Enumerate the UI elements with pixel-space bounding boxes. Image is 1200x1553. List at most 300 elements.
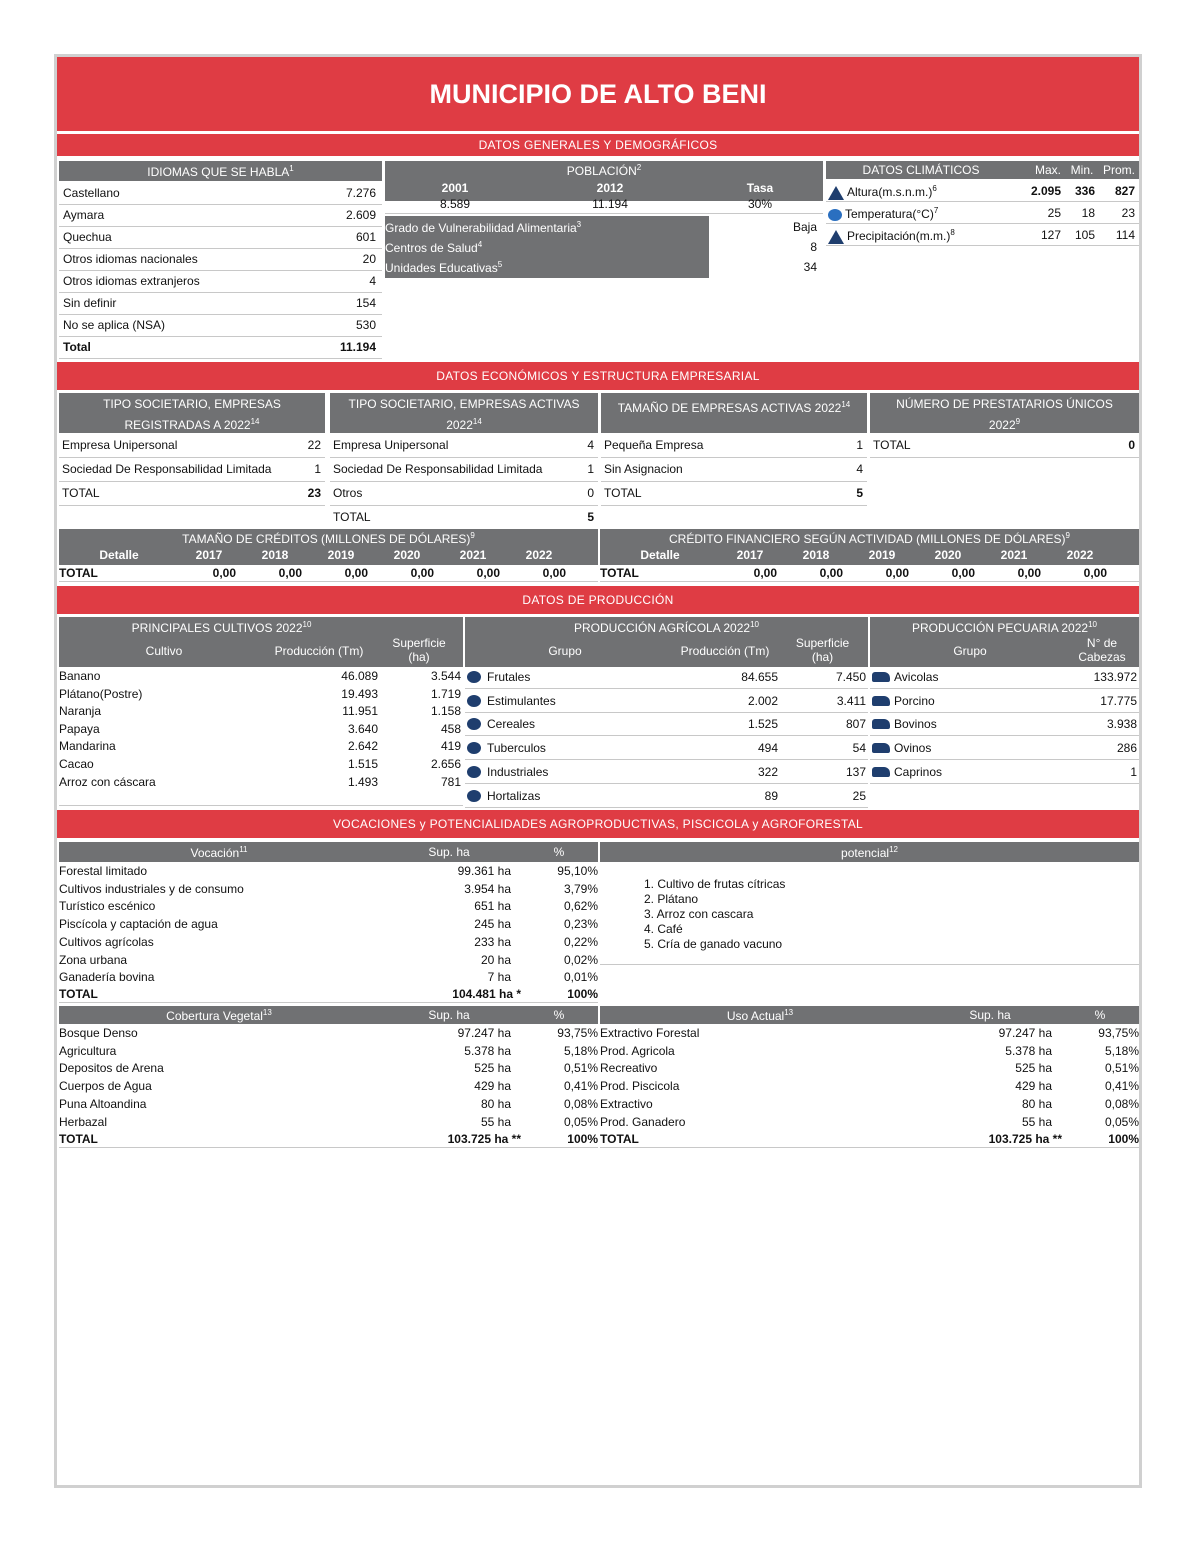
idioma-label: Aymara [63,208,105,222]
uso-col-sup: Sup. ha [969,1008,1011,1022]
economia-value: 4 [587,438,594,452]
idiomas-row [59,227,382,249]
vocacion-header [59,842,598,862]
economia-col3-header-label: TAMAÑO DE EMPRESAS ACTIVAS 2022 [617,401,842,415]
vocacion-total-label: TOTAL [59,987,98,1001]
goat-icon [872,767,890,777]
cobertura-sup: 429 ha [474,1079,511,1094]
cobertura-header-title-label: Cobertura Vegetal [166,1009,263,1023]
clima-label: Temperatura(°C) [845,207,934,221]
cobertura-sup: 525 ha [474,1061,511,1076]
clima-sup: 8 [950,228,955,237]
clima-min: 105 [1074,228,1095,242]
idiomas-header-sup: 1 [289,164,294,173]
cobertura-row [59,1043,598,1060]
economia-value: 1 [314,462,321,476]
clima-max: 127 [1040,228,1061,242]
mountain-icon [828,186,844,200]
idioma-label: Otros idiomas nacionales [63,252,198,266]
creditos-col-year: 2018 [261,548,289,562]
cobertura-header-title-sup: 13 [262,1008,272,1017]
idiomas-row [59,293,382,315]
cobertura-sup: 97.247 ha [457,1026,511,1040]
creditos-total-value: 0,00 [819,566,843,580]
cultivo-produccion: 46.089 [341,669,378,683]
creditos-left-header-title [59,531,598,546]
vocacion-pct: 0,62% [563,899,598,914]
cobertura-label: Agricultura [59,1043,117,1058]
potencial-item-text: 4. Café [644,922,683,936]
uso-label: Extractivo Forestal [600,1026,700,1040]
pecuaria-cabezas: 3.938 [1106,717,1137,732]
uso-header-title-label: Uso Actual [726,1009,785,1023]
cobertura-pct: 0,05% [563,1114,598,1129]
pecuaria-header-title-label: PRODUCCIÓN PECUARIA 2022 [912,621,1089,635]
indicador-row [385,218,709,236]
cobertura-header [59,1006,598,1024]
pecuaria-cabezas: 286 [1116,741,1137,756]
cobertura-row [59,1025,598,1042]
uso-row [600,1060,1139,1077]
vocacion-row [59,863,598,880]
uso-row [600,1078,1139,1095]
cobertura-col-sup: Sup. ha [428,1008,470,1022]
idiomas-header-label: IDIOMAS QUE SE HABLA [147,165,290,179]
cultivo-superficie: 1.158 [430,704,461,719]
cultivo-row [59,774,463,791]
uso-pct: 0,51% [1104,1061,1139,1076]
creditos-total-value: 0,00 [344,566,368,580]
agricola-produccion: 89 [764,788,778,803]
agricola-row [465,666,868,689]
creditos-col-year: 2019 [868,548,896,562]
idiomas-row [59,249,382,271]
vocacion-label: Forestal limitado [59,864,148,878]
vocacion-row [59,916,598,933]
agricola-produccion: 494 [757,741,778,756]
agricola-label: Frutales [487,670,531,684]
potencial-header-title [600,845,1139,860]
indicador-label: Centros de Salud [385,241,478,255]
poblacion-col-2001: 2001 [441,181,469,195]
economia-label: Empresa Unipersonal [333,438,449,452]
agricola-produccion: 322 [757,764,778,779]
clima-sup: 6 [932,184,937,193]
economia-label: Sociedad De Responsabilidad Limitada [62,462,272,476]
economia-row [59,434,325,458]
fruit-icon [467,671,481,683]
economia-total-row [330,506,598,530]
potencial-item [644,922,1044,937]
vocacion-row [59,969,598,986]
clima-min: 336 [1074,184,1095,198]
pecuaria-header-title [870,620,1139,635]
economia-col3-header-text [611,396,857,417]
idiomas-row [59,205,382,227]
creditos-col-year: 2017 [736,548,764,562]
vocacion-label: Cultivos agrícolas [59,934,154,949]
agricola-superficie: 54 [852,741,866,756]
idioma-value: 601 [355,230,376,244]
cobertura-sup: 5.378 ha [464,1043,511,1058]
section-band-vocaciones: VOCACIONES y POTENCIALIDADES AGROPRODUCTIVAS, PISCICOLA y AGROFORESTAL [57,810,1139,838]
vocacion-sup: 3.954 ha [464,881,511,896]
indicador-value: 34 [803,260,817,274]
economia-row [601,458,867,482]
economia-col1-header [59,393,325,433]
economia-value: 1 [587,462,594,476]
cultivos-col-superficie: Superficie (ha) [392,636,446,664]
cultivos-header-title-sup: 10 [302,620,312,629]
cobertura-pct: 5,18% [563,1043,598,1058]
clima-prom: 114 [1115,228,1135,242]
cow-icon [872,719,890,729]
vocacion-total-pct: 100% [567,987,598,1001]
pig-icon [872,696,890,706]
potencial-header-title-sup: 12 [889,845,898,854]
agricola-superficie: 3.411 [836,693,866,708]
economia-row [59,458,325,482]
clima-label-wrap [828,228,955,244]
creditos-total-label: TOTAL [600,566,639,580]
cultivo-superficie: 1.719 [430,686,461,701]
economia-total-value: 5 [587,510,594,524]
clima-max: 2.095 [1030,184,1061,198]
creditos-col-year: 2018 [802,548,830,562]
agricola-row [465,690,868,713]
creditos-col-year: 2020 [393,548,421,562]
cultivo-produccion: 2.642 [347,739,378,754]
potencial-item-text: 2. Plátano [644,892,699,906]
vocacion-header-title [139,845,299,860]
economia-total-value: 0 [1128,438,1135,452]
agricola-col-produccion: Producción (Tm) [680,644,770,658]
economia-label: Sociedad De Responsabilidad Limitada [333,462,543,476]
vocacion-label: Ganadería bovina [59,970,155,985]
uso-sup: 429 ha [1015,1079,1052,1094]
clima-prom: 23 [1121,206,1135,220]
vocacion-pct: 0,23% [563,917,598,932]
poblacion-header-sup: 2 [636,163,642,172]
clima-min: 18 [1081,206,1095,220]
cobertura-sup: 55 ha [480,1114,511,1129]
vocacion-pct: 0,02% [563,952,598,967]
economia-col4-header-text [880,396,1129,434]
agricola-row [465,785,868,808]
potencial-item [644,937,1044,952]
cobertura-header-title [119,1008,319,1023]
pecuaria-col-cabezas: N° de Cabezas [1078,636,1126,664]
economia-label: Empresa Unipersonal [62,438,178,452]
vocacion-pct: 0,01% [563,970,598,985]
creditos-total-value: 0,00 [212,566,236,580]
vocacion-header-title-label: Vocación [190,846,240,860]
cobertura-label: Depositos de Arena [59,1061,164,1076]
creditos-right-header-title-label: CRÉDITO FINANCIERO SEGÚN ACTIVIDAD (MILLONES DE DÓLARES) [669,532,1066,546]
cultivo-label: Cacao [59,757,94,771]
creditos-total-row [600,565,1139,582]
economia-col2-header-text [340,396,588,434]
coffee-bean-icon [467,695,481,707]
creditos-col-year: 2019 [327,548,355,562]
economia-row [601,434,867,458]
cobertura-total-label: TOTAL [59,1132,98,1146]
pecuaria-cabezas: 1 [1130,764,1137,779]
cobertura-total-row [59,1131,598,1148]
economia-col4-header-sup: 9 [1015,417,1021,426]
uso-label: Prod. Ganadero [600,1114,686,1129]
creditos-left-header [59,529,598,565]
idiomas-total-label: Total [63,340,91,354]
section-band-demograficos: DATOS GENERALES Y DEMOGRÁFICOS [57,134,1139,156]
pecuaria-cabezas: 133.972 [1093,670,1137,684]
idioma-label: Otros idiomas extranjeros [63,274,200,288]
indicador-label-wrap [385,240,482,255]
cultivos-bottom-line [59,804,463,806]
idioma-label: Sin definir [63,296,117,310]
potencial-item-text: 5. Cría de ganado vacuno [644,937,783,951]
chicken-icon [872,672,890,682]
idiomas-row [59,271,382,293]
economia-col2-header-sup: 14 [472,417,482,426]
uso-label: Recreativo [600,1061,658,1076]
vocacion-total-sup: 104.481 ha * [452,987,521,1001]
cultivo-row [59,668,463,685]
cultivo-row [59,703,463,720]
poblacion-col-2012: 2012 [596,181,624,195]
cultivo-produccion: 3.640 [347,721,378,736]
cobertura-total-pct: 100% [567,1132,598,1146]
uso-sup: 55 ha [1021,1114,1052,1129]
agricola-superficie: 137 [845,764,866,779]
economia-total-label: TOTAL [873,438,911,452]
cultivos-col-produccion: Producción (Tm) [274,644,364,658]
rain-icon [828,230,844,244]
creditos-left-header-title-label: TAMAÑO DE CRÉDITOS (MILLONES DE DÓLARES) [182,532,471,546]
idioma-label: No se aplica (NSA) [63,318,166,332]
economia-value: 1 [856,438,863,452]
creditos-col-year: 2020 [934,548,962,562]
potencial-item [644,892,1044,907]
cobertura-pct: 0,08% [563,1096,598,1111]
pecuaria-row [870,713,1139,736]
creditos-right-header-title-sup: 9 [1065,531,1070,540]
cultivo-row [59,738,463,755]
agricola-produccion: 2.002 [747,693,778,708]
cultivo-produccion: 1.515 [347,757,378,771]
cobertura-row [59,1096,598,1113]
poblacion-values-row [385,197,823,214]
uso-sup: 80 ha [1021,1096,1052,1111]
poblacion-2012-value: 11.194 [592,197,628,211]
indicador-value-cell [709,238,819,256]
potencial-header [600,842,1139,862]
cultivo-label: Plátano(Postre) [59,686,143,701]
uso-row [600,1096,1139,1113]
indicador-row [385,258,709,276]
creditos-total-value: 0,00 [542,566,566,580]
pecuaria-row [870,666,1139,689]
clima-label: Precipitación(m.m.) [847,229,951,243]
uso-label: Prod. Agricola [600,1043,675,1058]
poblacion-2001-value: 8.589 [439,197,471,211]
creditos-left-header-title-sup: 9 [470,531,475,540]
poblacion-header [385,161,823,201]
economia-col4-header [870,393,1139,433]
cobertura-pct: 0,51% [563,1061,598,1076]
economia-col1-header-text [69,396,315,434]
vocacion-row [59,898,598,915]
indicador-label-wrap [385,260,502,275]
uso-col-pct: % [1094,1008,1106,1022]
economia-col3-header [601,393,867,433]
agricola-label: Cereales [487,717,536,732]
agricola-label: Hortalizas [487,788,541,803]
vocacion-label: Zona urbana [59,952,128,967]
uso-pct: 5,18% [1104,1043,1139,1058]
vocacion-sup: 245 ha [474,917,511,932]
economia-col3-header-sup: 14 [841,400,851,409]
creditos-col-detalle: Detalle [640,548,680,562]
agricola-header-title [465,620,868,635]
potencial-item [644,877,1044,892]
agricola-header-title-sup: 10 [750,620,759,629]
idioma-value: 4 [369,274,376,288]
cultivo-label: Mandarina [59,739,116,754]
economia-total-label: TOTAL [604,486,642,500]
cultivo-produccion: 19.493 [341,686,378,701]
economia-col1-header-label: TIPO SOCIETARIO, EMPRESAS REGISTRADAS A 2022 [103,397,281,432]
agricola-superficie: 25 [852,788,866,803]
wheat-icon [467,718,481,730]
vocacion-col-pct: % [553,845,565,859]
cultivo-row [59,756,463,773]
creditos-col-year: 2021 [1000,548,1028,562]
clima-label-wrap [828,206,938,221]
potencial-item-text: 3. Arroz con cascara [644,907,754,921]
uso-total-pct: 100% [1108,1132,1139,1146]
uso-total-sup: 103.725 ha ** [988,1132,1062,1146]
idiomas-total-row [59,337,382,359]
economia-total-row [870,434,1139,458]
agricola-header-title-label: PRODUCCIÓN AGRÍCOLA 2022 [574,621,751,635]
idioma-value: 530 [355,318,376,332]
vocacion-label: Cultivos industriales y de consumo [59,881,244,896]
clima-col-min: Min. [1070,163,1094,177]
idiomas-row [59,315,382,337]
cultivos-header [59,617,463,667]
creditos-total-value: 0,00 [951,566,975,580]
pecuaria-label: Porcino [894,693,935,708]
agricola-header [465,617,868,667]
agricola-superficie: 7.450 [835,670,866,684]
cultivo-superficie: 419 [440,739,461,754]
pecuaria-label: Bovinos [894,717,937,732]
vocacion-row [59,881,598,898]
creditos-total-value: 0,00 [278,566,302,580]
cultivo-superficie: 2.656 [430,757,461,771]
vocacion-sup: 7 ha [487,970,511,985]
cultivo-produccion: 1.493 [347,774,378,789]
agricola-col-grupo: Grupo [548,644,582,658]
clima-sup: 7 [933,206,939,215]
cultivos-header-title-label: PRINCIPALES CULTIVOS 2022 [131,621,303,635]
cultivos-col-cultivo: Cultivo [145,644,183,658]
creditos-total-value: 0,00 [1083,566,1107,580]
indicador-sup: 3 [576,220,582,229]
clima-label-wrap [828,184,937,200]
agricola-produccion: 1.525 [747,717,778,732]
pecuaria-col-grupo: Grupo [953,644,987,658]
economia-label: Sin Asignacion [604,462,683,476]
idioma-value: 154 [355,296,376,310]
economia-label: Pequeña Empresa [604,438,704,452]
cultivo-label: Papaya [59,721,100,736]
clima-row [826,224,1139,246]
clima-prom: 827 [1114,184,1135,198]
uso-pct: 0,41% [1104,1079,1139,1094]
vocacion-pct: 0,22% [563,934,598,949]
pecuaria-row [870,761,1139,784]
economia-col2-header [330,393,598,433]
vocacion-row [59,952,598,969]
sun-icon [828,209,842,221]
agricola-produccion: 84.655 [741,670,778,684]
uso-pct: 0,08% [1104,1096,1139,1111]
economia-col1-header-sup: 14 [250,417,260,426]
vocacion-sup: 20 ha [480,952,511,967]
cobertura-label: Bosque Denso [59,1026,138,1040]
economia-total-row [601,482,867,506]
cultivo-superficie: 458 [440,721,461,736]
economia-col4-header-label: NÚMERO DE PRESTATARIOS ÚNICOS 2022 [896,397,1113,432]
uso-header [600,1006,1139,1024]
uso-total-label: TOTAL [600,1132,639,1146]
economia-col2-header-label: TIPO SOCIETARIO, EMPRESAS ACTIVAS 2022 [348,397,580,432]
economia-total-label: TOTAL [62,486,100,500]
page-title: MUNICIPIO DE ALTO BENI [57,57,1139,131]
uso-sup: 97.247 ha [998,1026,1052,1040]
uso-total-row [600,1131,1139,1148]
potencial-item-text: 1. Cultivo de frutas cítricas [644,877,786,891]
cobertura-row [59,1060,598,1077]
cultivo-superficie: 3.544 [430,669,461,683]
creditos-right-header-title [600,531,1139,546]
idioma-label: Castellano [63,186,120,200]
vocacion-row [59,934,598,951]
cultivo-label: Banano [59,669,101,683]
cobertura-label: Herbazal [59,1114,108,1129]
vocacion-sup: 233 ha [474,934,511,949]
pecuaria-cabezas: 17.775 [1100,693,1137,708]
idiomas-row [59,183,382,205]
cultivo-superficie: 781 [440,774,461,789]
uso-label: Prod. Piscicola [600,1079,680,1094]
indicador-label: Grado de Vulnerabilidad Alimentaria [385,221,577,235]
creditos-total-value: 0,00 [476,566,500,580]
clima-max: 25 [1047,206,1061,220]
poblacion-tasa-value: 30% [747,197,773,211]
creditos-col-year: 2022 [1066,548,1094,562]
clima-header [826,161,1139,179]
pecuaria-label: Ovinos [894,741,932,756]
clima-header-label: DATOS CLIMÁTICOS [862,163,980,177]
vocacion-total-row [59,986,598,1003]
agricola-col-superficie: Superficie (ha) [795,636,850,664]
section-band-produccion: DATOS DE PRODUCCIÓN [57,586,1139,614]
vocacion-pct: 3,79% [563,881,598,896]
economia-total-row [59,482,325,506]
